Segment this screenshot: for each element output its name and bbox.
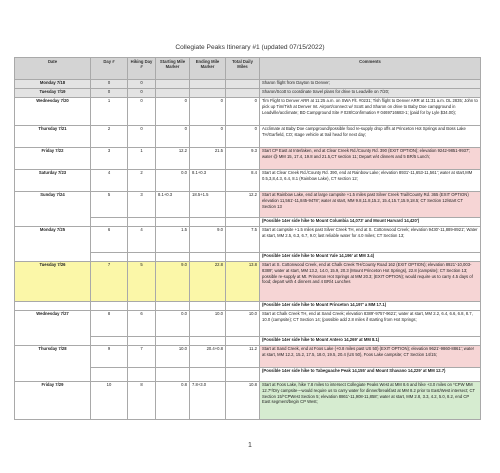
row-comments: Start at campsite +1.5 miles past Silver Creek TH, end at S. Cottonwood Creek; elevation 9430'-11,889-8921'; Water at start, MM 2.5, 6.3, 6.7, 9.0; last reliable water for 4.0 miles; CT Section 13; xyxy=(260,226,481,252)
header-hiking-day: Hiking Day # xyxy=(128,58,156,80)
row-day-number xyxy=(91,252,128,261)
row-total-miles xyxy=(226,367,260,381)
row-day-number xyxy=(91,336,128,345)
row-date: Wednesday 7/27 xyxy=(15,310,91,345)
row-end-mile xyxy=(190,79,226,88)
row-day-number: 4 xyxy=(91,169,128,191)
row-date: Sunday 7/24 xyxy=(15,191,91,226)
row-hiking-day: 0 xyxy=(128,79,156,88)
row-side-hike-note: (Possible 14er side hike to Mount Yale 14,196' at MM 3.4) xyxy=(260,252,481,261)
table-row xyxy=(15,345,481,367)
row-comments: Start at Clear Creek Rd./County Rd. 390, end at Rainbow Lake; elevation 8931'-11,653-11,561'; water at start,MM 0.5,3,8,4.3, 6.4, 8.1 (Rainbow Lake), CT section 12; xyxy=(260,169,481,191)
row-total-miles xyxy=(226,252,260,261)
row-total-miles xyxy=(226,336,260,345)
row-day-number xyxy=(91,367,128,381)
row-total-miles: 8.4 xyxy=(226,169,260,191)
row-date: Friday 7/29 xyxy=(15,381,91,419)
row-date: Wednesday 7/20 xyxy=(15,97,91,125)
row-end-mile: 8.1+0.3 xyxy=(190,169,226,191)
row-total-miles: 7.5 xyxy=(226,226,260,252)
row-day-number: 6 xyxy=(91,226,128,252)
row-total-miles: 9.3 xyxy=(226,147,260,169)
header-comments: Comments xyxy=(260,58,481,80)
row-comments: Start at Chalk Creek TH, end at Sand Creek; elevation 8389'-9757-9621'; water at start, MM 2.2, 6.4, 6.6, 6.8, 8.7, 10.0 (campsite); CT Section 14; (possible add 2.8 miles if starting from Hot Springs; xyxy=(260,310,481,336)
row-date: Tuesday 7/26 xyxy=(15,261,91,301)
row-day-number: 3 xyxy=(91,147,128,169)
table-row xyxy=(15,226,481,252)
table-row xyxy=(15,147,481,169)
table-row xyxy=(15,88,481,97)
row-side-hike-note: (Possible 14er side hike to Mount Antero 14,269' at MM 8.1) xyxy=(260,336,481,345)
row-hiking-day: 6 xyxy=(128,310,156,336)
row-hiking-day xyxy=(128,252,156,261)
row-total-miles: 12.2 xyxy=(226,191,260,217)
row-day-number: 9 xyxy=(91,345,128,367)
row-comments: Sharon flight from Dayton to Denver; xyxy=(260,79,481,88)
row-day-number: 0 xyxy=(91,88,128,97)
row-total-miles: 11.2 xyxy=(226,345,260,367)
row-hiking-day xyxy=(128,217,156,226)
itinerary-table xyxy=(14,57,481,420)
row-hiking-day xyxy=(128,336,156,345)
row-start-mile: 9.0 xyxy=(156,261,190,301)
row-hiking-day: 7 xyxy=(128,345,156,367)
row-start-mile: 0 xyxy=(156,97,190,125)
header-starting-mile-marker: Starting Mile Marker xyxy=(156,58,190,80)
row-comments: Sharon/Scott to coordinate travel plans for drive to Leadville on 7/20; xyxy=(260,88,481,97)
page-number: 1 xyxy=(248,442,252,449)
row-end-mile: 7.8+3.0 xyxy=(190,381,226,419)
row-hiking-day: 4 xyxy=(128,226,156,252)
row-start-mile: 10.0 xyxy=(156,345,190,367)
row-end-mile: 18.5+1.5 xyxy=(190,191,226,217)
table-row xyxy=(15,301,481,310)
row-hiking-day: 3 xyxy=(128,191,156,217)
row-start-mile: 1.5 xyxy=(156,226,190,252)
row-day-number: 10 xyxy=(91,381,128,419)
row-day-number xyxy=(91,217,128,226)
row-start-mile: 12.2 xyxy=(156,147,190,169)
row-total-miles xyxy=(226,301,260,310)
row-start-mile xyxy=(156,252,190,261)
row-end-mile xyxy=(190,367,226,381)
row-end-mile xyxy=(190,336,226,345)
row-start-mile: 0.0 xyxy=(156,169,190,191)
row-comments: Start at S. Cottonwood Creek, end at Chalk Creek TH/County Road 162 (EXIT OPTION); elevation 8921'-10,003-8389'; water at start, MM 13.2, 14.0, 15.9, 20.3 (Mount Princeton Hot Springs), 22.8 (campsite); CT Section 13; possible re-supply at Mt. Princeton Hot Springs at MM 20.3; (EXIT OPTION); would require us to carry 4.5 days of food; depart with 4 dinners and 4 BR/4 Lunches xyxy=(260,261,481,301)
row-end-mile: 21.5 xyxy=(190,147,226,169)
row-date: Tuesday 7/19 xyxy=(15,88,91,97)
row-start-mile xyxy=(156,367,190,381)
row-day-number: 2 xyxy=(91,125,128,147)
row-comments: Start at Foos Lake, hike 7.8 miles to intersect Collegiate Peaks West at MM 8.6 and hike +3.0 miles on *CPW MM 12.7*/Dry campsite---would require us to carry water for dinner/breakfast at MM 8.2 prior to East/West intersect; CT Section 15/*CPWest Section 5; elevation 8861'-11,908-11,858'; water at start, MM 2.8, 3.3, 4.2, 5.0, 8.2, end CP East segment/begin CP West; xyxy=(260,381,481,419)
table-row xyxy=(15,381,481,419)
row-end-mile xyxy=(190,88,226,97)
row-day-number: 5 xyxy=(91,191,128,217)
row-total-miles: 10.0 xyxy=(226,310,260,336)
row-end-mile xyxy=(190,217,226,226)
row-hiking-day: 5 xyxy=(128,261,156,301)
row-start-mile: 8.1+0.3 xyxy=(156,191,190,217)
table-row xyxy=(15,169,481,191)
row-day-number: 0 xyxy=(91,79,128,88)
row-total-miles xyxy=(226,217,260,226)
row-date: Monday 7/18 xyxy=(15,79,91,88)
table-row xyxy=(15,191,481,217)
row-end-mile: 0 xyxy=(190,125,226,147)
header-date: Date xyxy=(15,58,91,80)
row-comments: Acclimate at Baby Doe campground/possible food re-supply drop offs at Princeton Hot Springs and Boss Lake TH/Garfield, CO; stage vehicle at trail head for next day; xyxy=(260,125,481,147)
row-day-number: 8 xyxy=(91,310,128,336)
row-date: Monday 7/25 xyxy=(15,226,91,261)
row-start-mile: 0.0 xyxy=(156,310,190,336)
row-day-number xyxy=(91,301,128,310)
row-date: Thursday 7/21 xyxy=(15,125,91,147)
row-end-mile: 9.0 xyxy=(190,226,226,252)
row-total-miles: 0 xyxy=(226,97,260,125)
row-start-mile xyxy=(156,79,190,88)
row-end-mile: 10.0 xyxy=(190,310,226,336)
table-row xyxy=(15,125,481,147)
row-total-miles xyxy=(226,88,260,97)
row-start-mile: 0 xyxy=(156,125,190,147)
row-total-miles xyxy=(226,79,260,88)
header-day-number: Day # xyxy=(91,58,128,80)
row-end-mile: 20.4+0.8 xyxy=(190,345,226,367)
row-day-number: 1 xyxy=(91,97,128,125)
row-side-hike-note: (Possible 14er side hike to Mount Columbia 14,073' and Mount Harvard 14,420') xyxy=(260,217,481,226)
row-comments: Start at Rainbow Lake, end at large campsite +1.5 miles past Silver Creek Trail/County Rd. 365 (EXIT OPTION) elevation 11,561'-11,845-9478'; water at start, MM 9.8,11.8,15.2, 15.4,15.7,15.9,18.5; CT Section 12/start CT Section 13 xyxy=(260,191,481,217)
row-hiking-day xyxy=(128,367,156,381)
row-total-miles: 0 xyxy=(226,125,260,147)
row-start-mile xyxy=(156,217,190,226)
row-hiking-day: 1 xyxy=(128,147,156,169)
table-row xyxy=(15,79,481,88)
row-total-miles: 13.8 xyxy=(226,261,260,301)
row-comments: Start at Sand Creek, end at Foos Lake (+0.8 miles past US 50) (EXIT OPTION); elevation 9621'-9860-8861'; water at start, MM 12.2, 15.2, 17.5, 18.0, 19.5, 20.4 (US 50), Foos Lake campsite; CT Section 14/15; xyxy=(260,345,481,367)
header-ending-mile-marker: Ending Mile Marker xyxy=(190,58,226,80)
row-hiking-day: 0 xyxy=(128,88,156,97)
row-end-mile xyxy=(190,301,226,310)
row-start-mile xyxy=(156,88,190,97)
row-end-mile: 0 xyxy=(190,97,226,125)
row-date: Saturday 7/23 xyxy=(15,169,91,191)
row-comments: Start CP East at Interlaken, end at Clear Creek Rd./County Rd. 390 (EXIT OPTION); elevation 9242-9851-9937'; water @ MM 15, 17.4, 19.8 and 21.5,CT section 11; Depart w/4 dinners and 5 BR/5 Lunch; xyxy=(260,147,481,169)
row-end-mile xyxy=(190,252,226,261)
row-comments: Tim Flight to Denver ARR at 11:25 a.m. on SWA Flt. #0231; Tish flight to Denver ARR at 11:31 a.m. DL 2835; John to pick up Tim/Tish at Denver Int. Airport/connect w/ Scott and Sharon on drive to Baby Doe campground in Leadville/acclimate; BD Campground Site # 028/Confirmation # 0469716683-1; (paid for by Lyle $34.00); xyxy=(260,97,481,125)
table-row xyxy=(15,261,481,301)
row-start-mile: 0.8 xyxy=(156,381,190,419)
table-row xyxy=(15,97,481,125)
row-hiking-day: 2 xyxy=(128,169,156,191)
table-row xyxy=(15,310,481,336)
row-side-hike-note: (Possible 14er side hike to Mount Princeton 14,197' a MM 17.1) xyxy=(260,301,481,310)
document-title: Collegiate Peaks Itinerary #1 (updated 07/15/2022) xyxy=(175,44,325,51)
table-header-row xyxy=(15,58,481,80)
row-date: Thursday 7/28 xyxy=(15,345,91,381)
row-day-number: 7 xyxy=(91,261,128,301)
header-total-daily-miles: Total Daily Miles xyxy=(226,58,260,80)
row-date xyxy=(15,301,91,310)
row-hiking-day: 0 xyxy=(128,97,156,125)
row-total-miles: 10.8 xyxy=(226,381,260,419)
row-end-mile: 22.8 xyxy=(190,261,226,301)
row-hiking-day xyxy=(128,301,156,310)
row-hiking-day: 8 xyxy=(128,381,156,419)
row-start-mile xyxy=(156,336,190,345)
row-hiking-day: 0 xyxy=(128,125,156,147)
row-date: Friday 7/22 xyxy=(15,147,91,169)
row-side-hike-note: (Possible 14er side hike to Tabeguache Peak 14,155' and Mount Shavano 14,229' at MM 12.7) xyxy=(260,367,481,381)
row-start-mile xyxy=(156,301,190,310)
